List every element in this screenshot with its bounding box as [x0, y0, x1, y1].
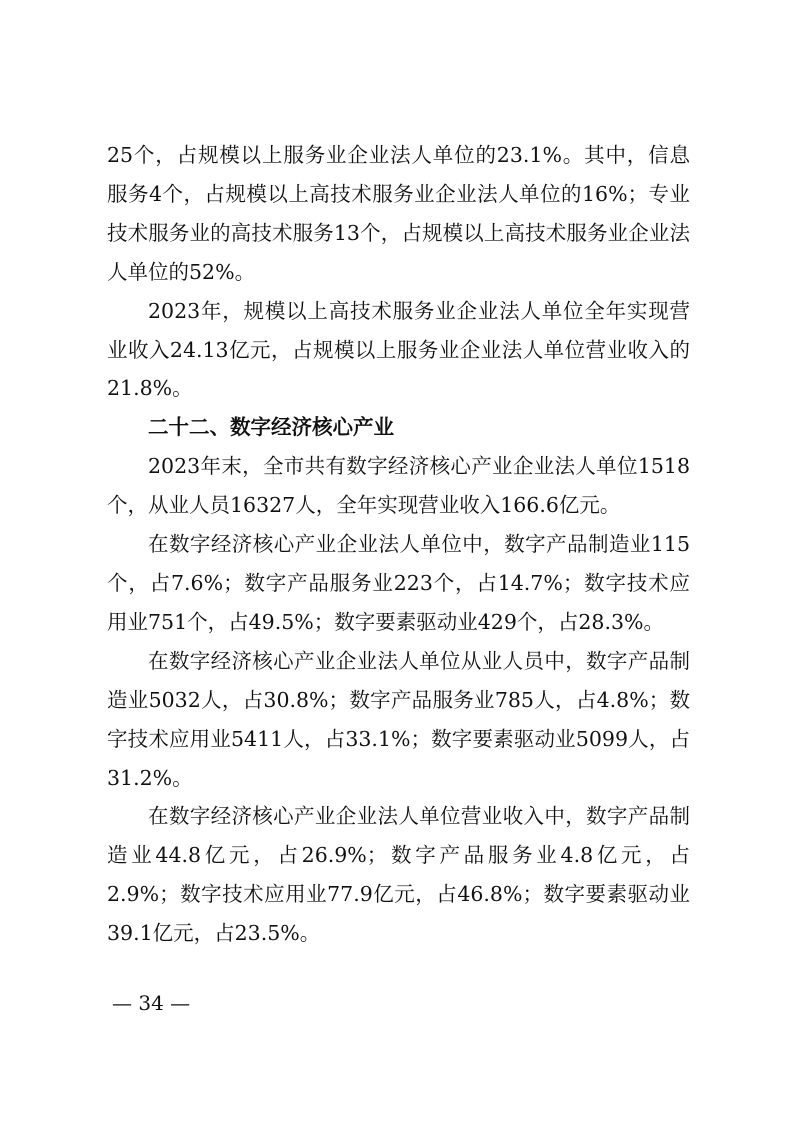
section-heading-digital-economy: 二十二、数字经济核心产业 [148, 415, 394, 440]
paragraph-digital-economy-revenue: 在数字经济核心产业企业法人单位营业收入中，数字产品制造业44.8亿元，占26.9%；数字产品服务业4.8亿元，占2.9%；数字技术应用业77.9亿元，占46.8%；数字要素驱动业39.1亿元，占23.5%。 [107, 804, 690, 946]
document-body [107, 136, 690, 953]
paragraph-high-tech-revenue: 2023年，规模以上高技术服务业企业法人单位全年实现营业收入24.13亿元，占规模以上服务业企业法人单位营业收入的21.8%。 [107, 298, 690, 401]
page-number: — 34 — [112, 991, 191, 1015]
paragraph-digital-economy-units: 在数字经济核心产业企业法人单位中，数字产品制造业115个，占7.6%；数字产品服务业223个，占14.7%；数字技术应用业751个，占49.5%；数字要素驱动业429个，占28.3%。 [107, 532, 690, 634]
paragraph-digital-economy-employees: 在数字经济核心产业企业法人单位从业人员中，数字产品制造业5032人，占30.8%；数字产品服务业785人，占4.8%；数字技术应用业5411人，占33.1%；数字要素驱动业5099人，占31.2%。 [107, 648, 690, 790]
paragraph-digital-economy-overview: 2023年末，全市共有数字经济核心产业企业法人单位1518个，从业人员16327人，全年实现营业收入166.6亿元。 [107, 454, 690, 518]
paragraph-high-tech-units: 25个，占规模以上服务业企业法人单位的23.1%。其中，信息服务4个，占规模以上高技术服务业企业法人单位的16%；专业技术服务业的高技术服务13个，占规模以上高技术服务业企业法人单位的52%。 [107, 143, 690, 284]
